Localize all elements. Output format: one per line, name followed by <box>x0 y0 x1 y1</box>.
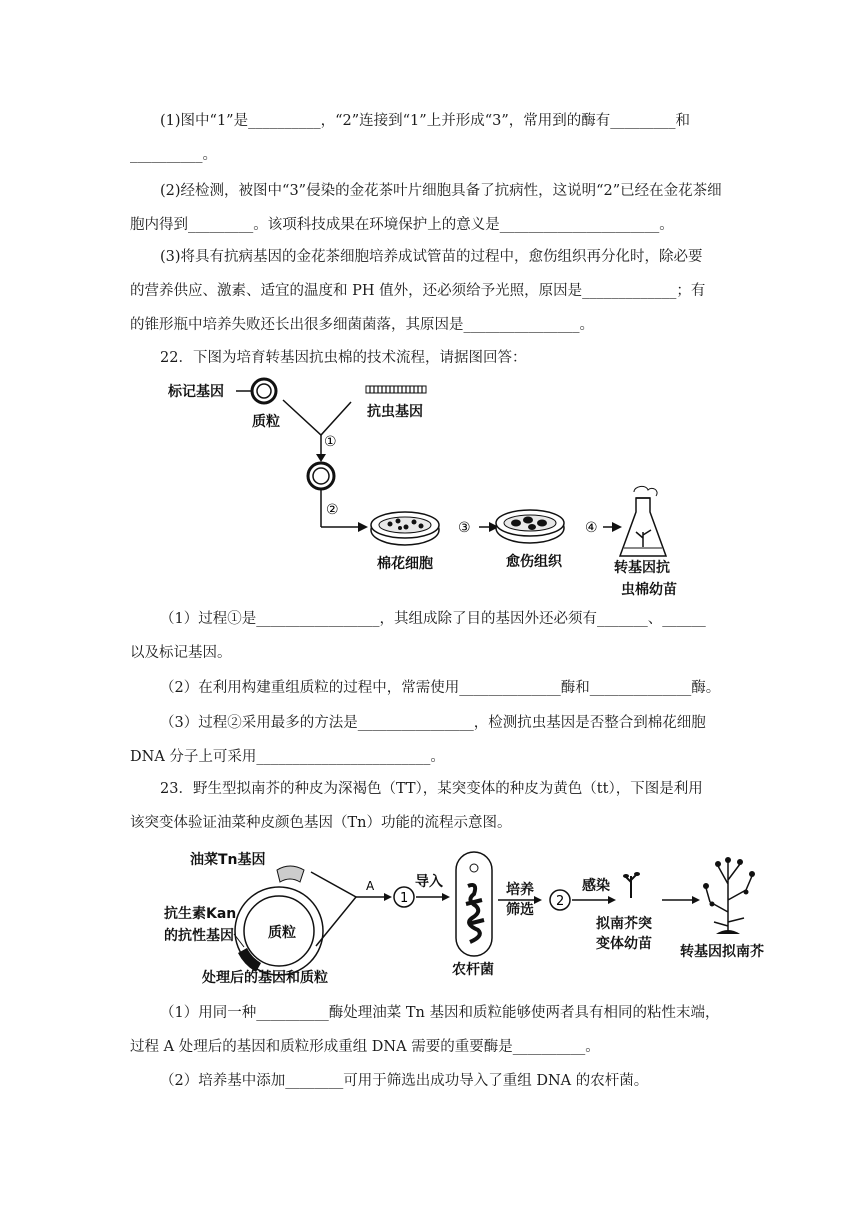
q22-insect-gene-label: 抗虫基因 <box>367 404 423 420</box>
q21-part3-line3: 的锥形瓶中培养失败还长出很多细菌菌落，其原因是________________。 <box>130 317 594 333</box>
q23-tn-gene-label: 油菜Tn基因 <box>190 852 266 868</box>
q23-screen-label: 筛选 <box>506 902 534 918</box>
q22-answer3 <box>130 706 730 774</box>
q22-recombinant-plasmid-icon <box>308 463 334 489</box>
q23-answer1-line2: 过程 A 处理后的基因和质粒形成重组 DNA 需要的重要酶是__________。 <box>130 1039 600 1055</box>
q22-plasmid-label: 质粒 <box>252 414 280 430</box>
q23-infect-label: 感染 <box>582 878 610 894</box>
q22-answer1-line1: （1）过程①是_________________，其组成除了目的基因外还必须有_______、______ <box>160 611 706 627</box>
q21-part1 <box>130 104 730 172</box>
q22-callus-label: 愈伤组织 <box>506 554 562 570</box>
q22-answer1-line2: 以及标记基因。 <box>130 645 232 661</box>
q23-tn-gene-icon <box>277 866 304 882</box>
q23-answer1-line1: （1）用同一种__________酶处理油菜 Tn 基因和质粒能够使两者具有相同的粘性末端， <box>160 1005 720 1021</box>
q22-stem: 22．下图为培育转基因抗虫棉的技术流程，请据图回答： <box>160 350 527 366</box>
q23-kan-label-line2: 的抗性基因 <box>164 928 234 944</box>
q22-plasmid-icon <box>252 379 276 403</box>
q21-part2 <box>130 174 730 242</box>
q23-stem-line1: 23．野生型拟南芥的种皮为深褐色（TT），某突变体的种皮为黄色（tt），下图是利用 <box>160 781 703 797</box>
q22-cotton-cell-dish <box>371 512 439 545</box>
q23-stem-line2: 该突变体验证油菜种皮颜色基因（Tn）功能的流程示意图。 <box>130 815 512 831</box>
q22-insect-gene-icon <box>366 386 426 393</box>
q21-part2-line1: (2)经检测，被图中“3”侵染的金花茶叶片细胞具备了抗病性，这说明“2”已经在金花茶细 <box>160 183 722 199</box>
q22-seedling-label-line2: 虫棉幼苗 <box>621 582 677 598</box>
q23-step2-label: 2 <box>556 894 565 909</box>
q23-mutant-label-line2: 变体幼苗 <box>596 936 652 952</box>
q22-flask-seedling-icon <box>620 486 666 556</box>
q22-callus-dish <box>496 510 564 543</box>
q21-part3 <box>130 240 730 342</box>
q22-step3-label: ③ <box>458 520 471 536</box>
q23-agrobacterium-icon <box>456 852 492 956</box>
q22-diagram <box>0 372 860 602</box>
q21-part3-line1: (3)将具有抗病基因的金花茶细胞培养成试管苗的过程中，愈伤组织再分化时，除必要 <box>160 249 703 265</box>
q23-answer2: （2）培养基中添加________可用于筛选出成功导入了重组 DNA 的农杆菌。 <box>160 1073 649 1089</box>
q23-treated-label: 处理后的基因和质粒 <box>202 970 328 986</box>
q23-kan-label-line1: 抗生素Kan <box>164 906 237 922</box>
q21-part2-line2: 胞内得到_________。该项科技成果在环境保护上的意义是______________________。 <box>130 217 674 233</box>
q22-answer1 <box>130 602 730 670</box>
q23-a-label: A <box>366 879 375 893</box>
q21-part1-line1: (1)图中“1”是__________，“2”连接到“1”上并形成“3”，常用到的酶有_________和 <box>160 113 690 129</box>
q23-agrobacterium-label: 农杆菌 <box>452 962 494 978</box>
q22-seedling-label-line1: 转基因抗 <box>614 560 670 576</box>
q23-mutant-label-line1: 拟南芥突 <box>596 916 652 932</box>
q21-part1-line2: __________。 <box>130 147 217 163</box>
q22-marker-gene-label: 标记基因 <box>168 384 224 400</box>
q22-answer3-line1: （3）过程②采用最多的方法是________________，检测抗虫基因是否整合到棉花细胞 <box>160 715 706 731</box>
q22-step2-label: ② <box>326 502 339 518</box>
q23-transgenic-label: 转基因拟南芥 <box>680 944 764 960</box>
q23-plasmid-label: 质粒 <box>268 925 296 941</box>
q21-part3-line2: 的营养供应、激素、适宜的温度和 PH 值外，还必须给予光照，原因是_____________；有 <box>130 283 706 299</box>
q22-answer2: （2）在利用构建重组质粒的过程中，常需使用______________酶和______________酶。 <box>160 680 721 696</box>
q23-diagram <box>0 842 860 992</box>
q23-mutant-seedling-icon <box>623 872 640 898</box>
q23-stem <box>130 772 730 840</box>
q23-answer1 <box>130 996 730 1064</box>
q22-cotton-cell-label: 棉花细胞 <box>377 556 433 572</box>
q22-step1-label: ① <box>324 434 337 450</box>
q23-transgenic-plant-icon <box>703 857 755 934</box>
q22-answer3-line2: DNA 分子上可采用________________________。 <box>130 749 445 765</box>
q22-step4-label: ④ <box>585 520 598 536</box>
q23-step1-label: 1 <box>400 891 409 906</box>
q23-import-label: 导入 <box>415 874 443 890</box>
q23-culture-label: 培养 <box>506 882 534 898</box>
